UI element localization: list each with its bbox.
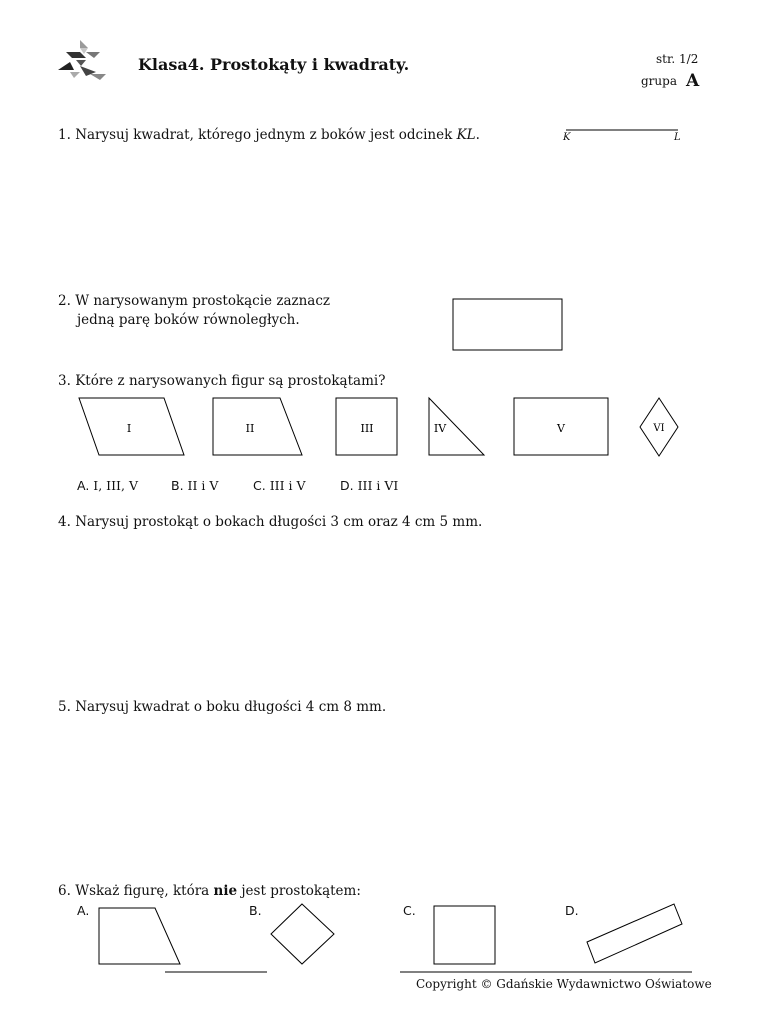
publisher-logo xyxy=(56,40,106,82)
segment-kl xyxy=(560,122,690,146)
emphasis-nie: nie xyxy=(213,883,238,899)
figure-iv xyxy=(429,398,484,455)
page-number: str. 1/2 xyxy=(656,52,699,66)
figure-label-ii: II xyxy=(245,422,255,435)
option-d-label[interactable]: D. xyxy=(565,903,579,918)
figure-v xyxy=(514,398,608,455)
label-l: L xyxy=(674,132,681,143)
question-number: 2. xyxy=(58,293,71,309)
rectangle-figure xyxy=(452,298,564,352)
question-number: 1. xyxy=(58,127,71,143)
footer-rules xyxy=(160,968,700,976)
figure-ii xyxy=(213,398,302,455)
copyright: Copyright © Gdańskie Wydawnictwo Oświatowe xyxy=(416,977,712,991)
figure-vi xyxy=(640,398,678,456)
figure-label-i: I xyxy=(126,422,132,435)
figure-label-v: V xyxy=(557,422,565,435)
question-text: Narysuj kwadrat o boku długości 4 cm 8 mm. xyxy=(75,699,387,715)
question-4 xyxy=(58,513,482,532)
question-number: 3. xyxy=(58,373,71,389)
answer-c[interactable]: C. III i V xyxy=(253,478,306,493)
option-b-label[interactable]: B. xyxy=(249,903,262,918)
question-text-line-2: jedną parę boków równoległych. xyxy=(77,312,300,328)
figure-c-square xyxy=(434,906,495,964)
figure-label-vi: VI xyxy=(653,423,665,434)
label-k: K xyxy=(563,132,571,143)
figure-label-iv: IV xyxy=(433,422,447,435)
q3-figures xyxy=(70,395,690,461)
figure-i xyxy=(79,398,184,455)
figure-b-square xyxy=(271,904,334,964)
group-value: A xyxy=(686,71,700,91)
figure-d-tilted-rectangle xyxy=(587,904,682,963)
answer-d[interactable]: D. III i VI xyxy=(340,478,399,493)
option-c-label[interactable]: C. xyxy=(403,903,416,918)
q6-figures xyxy=(90,900,690,970)
question-text: Które z narysowanych figur są prostokątami? xyxy=(75,373,386,389)
question-text: Narysuj prostokąt o bokach długości 3 cm oraz 4 cm 5 mm. xyxy=(75,514,483,530)
question-6: 6. Wskaż figurę, która nie jest prostokątem: xyxy=(58,883,361,899)
question-number: 6. xyxy=(58,883,71,899)
answer-b[interactable]: B. II i V xyxy=(171,478,219,493)
question-2 xyxy=(58,292,330,330)
question-number: 4. xyxy=(58,514,71,530)
answer-a[interactable]: A. I, III, V xyxy=(77,478,138,493)
option-a-label[interactable]: A. xyxy=(77,903,90,918)
question-3 xyxy=(58,372,385,391)
figure-iii xyxy=(336,398,397,455)
page-title: Klasa4. Prostokąty i kwadraty. xyxy=(138,55,410,74)
question-number: 5. xyxy=(58,699,71,715)
question-text-line-1: W narysowanym prostokącie zaznacz xyxy=(75,293,331,309)
figure-label-iii: III xyxy=(360,422,374,435)
group-label: grupa xyxy=(641,74,677,88)
question-text: Narysuj kwadrat, którego jednym z boków jest odcinek xyxy=(75,127,453,143)
question-1: 1. Narysuj kwadrat, którego jednym z boków jest odcinek KL. xyxy=(58,127,480,143)
segment-name: KL xyxy=(456,127,476,143)
figure-a-trapezoid xyxy=(99,908,180,964)
question-5 xyxy=(58,698,386,717)
